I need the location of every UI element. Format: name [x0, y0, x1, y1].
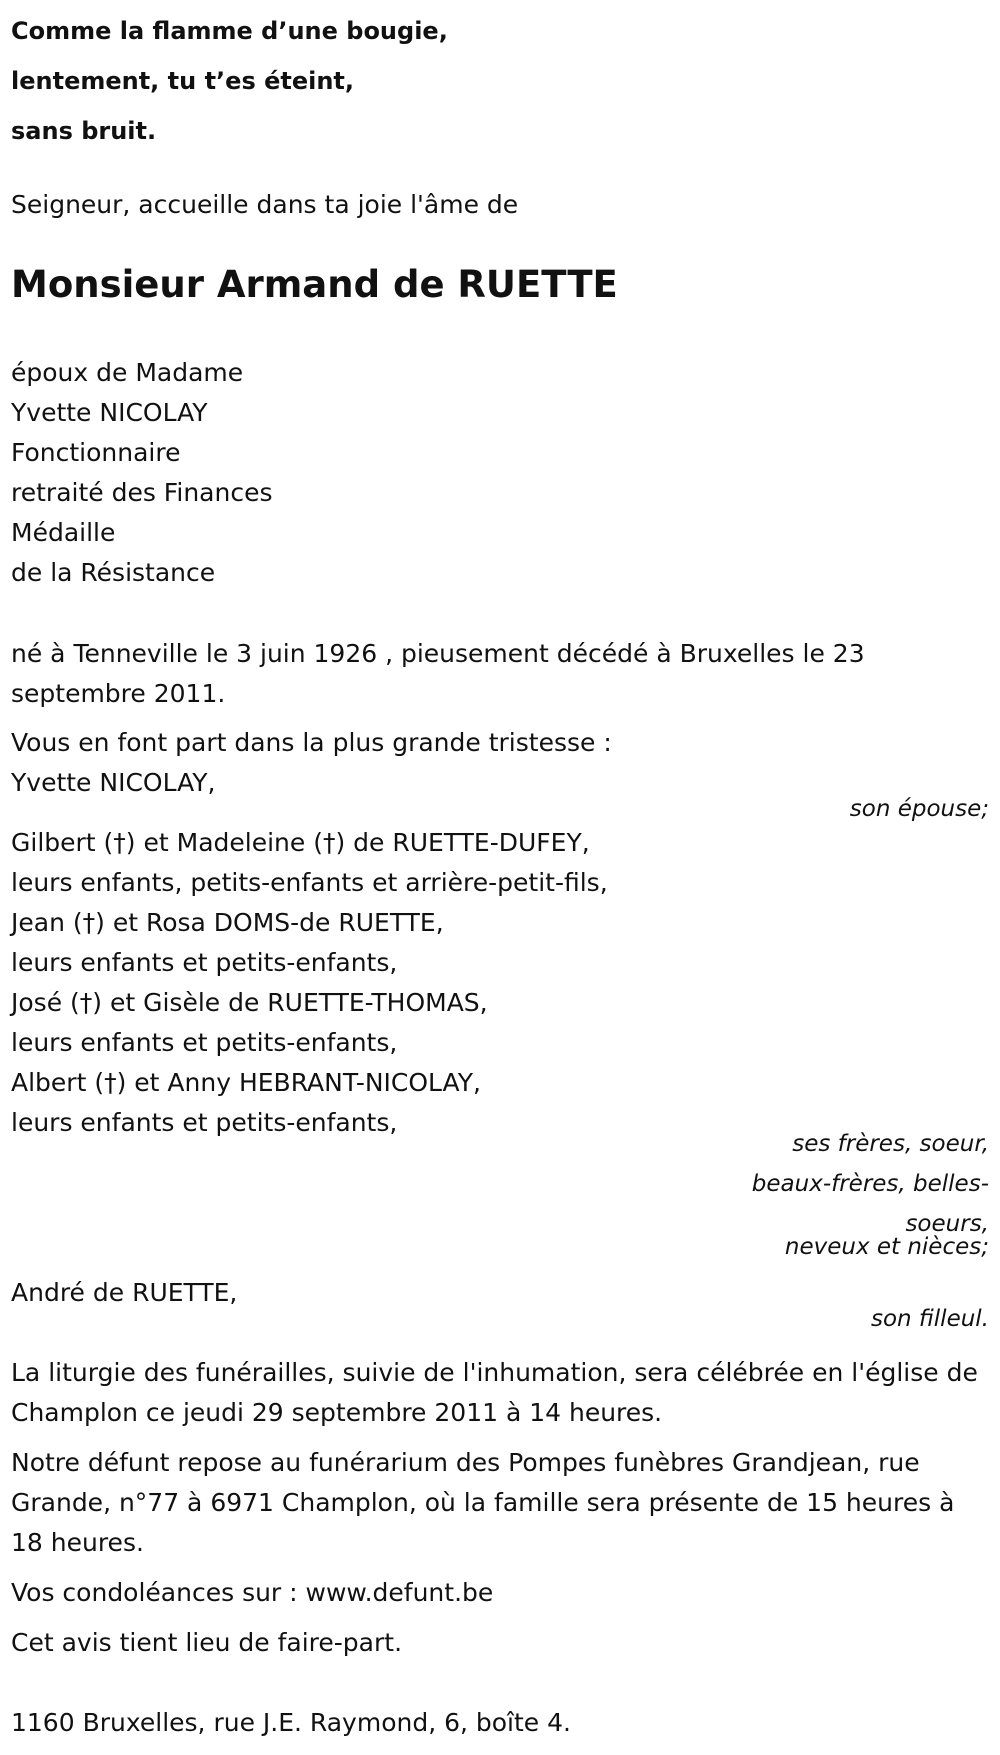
siblings-role-2: beaux-frères, belles- [751, 1171, 989, 1197]
sibling-line: José (†) et Gisèle de RUETTE-THOMAS, [11, 988, 488, 1017]
poem-line-1: Comme la flamme d’une bougie, [11, 17, 448, 45]
siblings-role-4: neveux et nièces; [784, 1234, 989, 1260]
siblings-list [11, 823, 608, 1143]
sibling-line: leurs enfants et petits-enfants, [11, 1108, 398, 1137]
birth-death-text: né à Tenneville le 3 juin 1926 , pieusement décédé à Bruxelles le 23 septembre 2011. [11, 639, 865, 708]
announcement-text: Vous en font part dans la plus grande tristesse : [11, 728, 612, 757]
siblings-role-3: soeurs, [905, 1211, 989, 1237]
detail-line: de la Résistance [11, 558, 216, 587]
siblings-role-1: ses frères, soeur, [792, 1131, 989, 1157]
sibling-line: leurs enfants et petits-enfants, [11, 1028, 398, 1057]
sibling-line: leurs enfants, petits-enfants et arrière-petit-fils, [11, 868, 608, 897]
sibling-line: leurs enfants et petits-enfants, [11, 948, 398, 977]
detail-line: Fonctionnaire [11, 438, 181, 467]
detail-line: retraité des Finances [11, 478, 273, 507]
address-text: 1160 Bruxelles, rue J.E. Raymond, 6, boîte 4. [11, 1708, 571, 1737]
poem-line-3: sans bruit. [11, 117, 157, 145]
detail-line: époux de Madame [11, 358, 244, 387]
godson-name: André de RUETTE, [11, 1278, 238, 1307]
viewing-text: Notre défunt repose au funérarium des Pompes funèbres Grandjean, rue Grande, n°77 à 6971 Champlon, où la famille sera présente de 15 heures à 18 heures. [11, 1448, 955, 1557]
detail-line: Yvette NICOLAY [11, 398, 208, 427]
condolences-text: Vos condoléances sur : www.defunt.be [11, 1578, 494, 1607]
godson-role: son filleul. [870, 1306, 989, 1332]
notice-text: Cet avis tient lieu de faire-part. [11, 1628, 403, 1657]
sibling-line: Gilbert (†) et Madeleine (†) de RUETTE-DUFEY, [11, 828, 590, 857]
spouse-role: son épouse; [849, 796, 989, 822]
poem [11, 6, 448, 156]
deceased-details [11, 353, 272, 593]
deceased-name: Monsieur Armand de RUETTE [11, 263, 618, 306]
intro-text: Seigneur, accueille dans ta joie l'âme de [11, 190, 519, 219]
spouse-name: Yvette NICOLAY, [11, 768, 216, 797]
poem-line-2: lentement, tu t’es éteint, [11, 67, 355, 95]
sibling-line: Albert (†) et Anny HEBRANT-NICOLAY, [11, 1068, 481, 1097]
detail-line: Médaille [11, 518, 116, 547]
funeral-text: La liturgie des funérailles, suivie de l'inhumation, sera célébrée en l'église de Champlon ce jeudi 29 septembre 2011 à 14 heures. [11, 1358, 978, 1427]
sibling-line: Jean (†) et Rosa DOMS-de RUETTE, [11, 908, 444, 937]
